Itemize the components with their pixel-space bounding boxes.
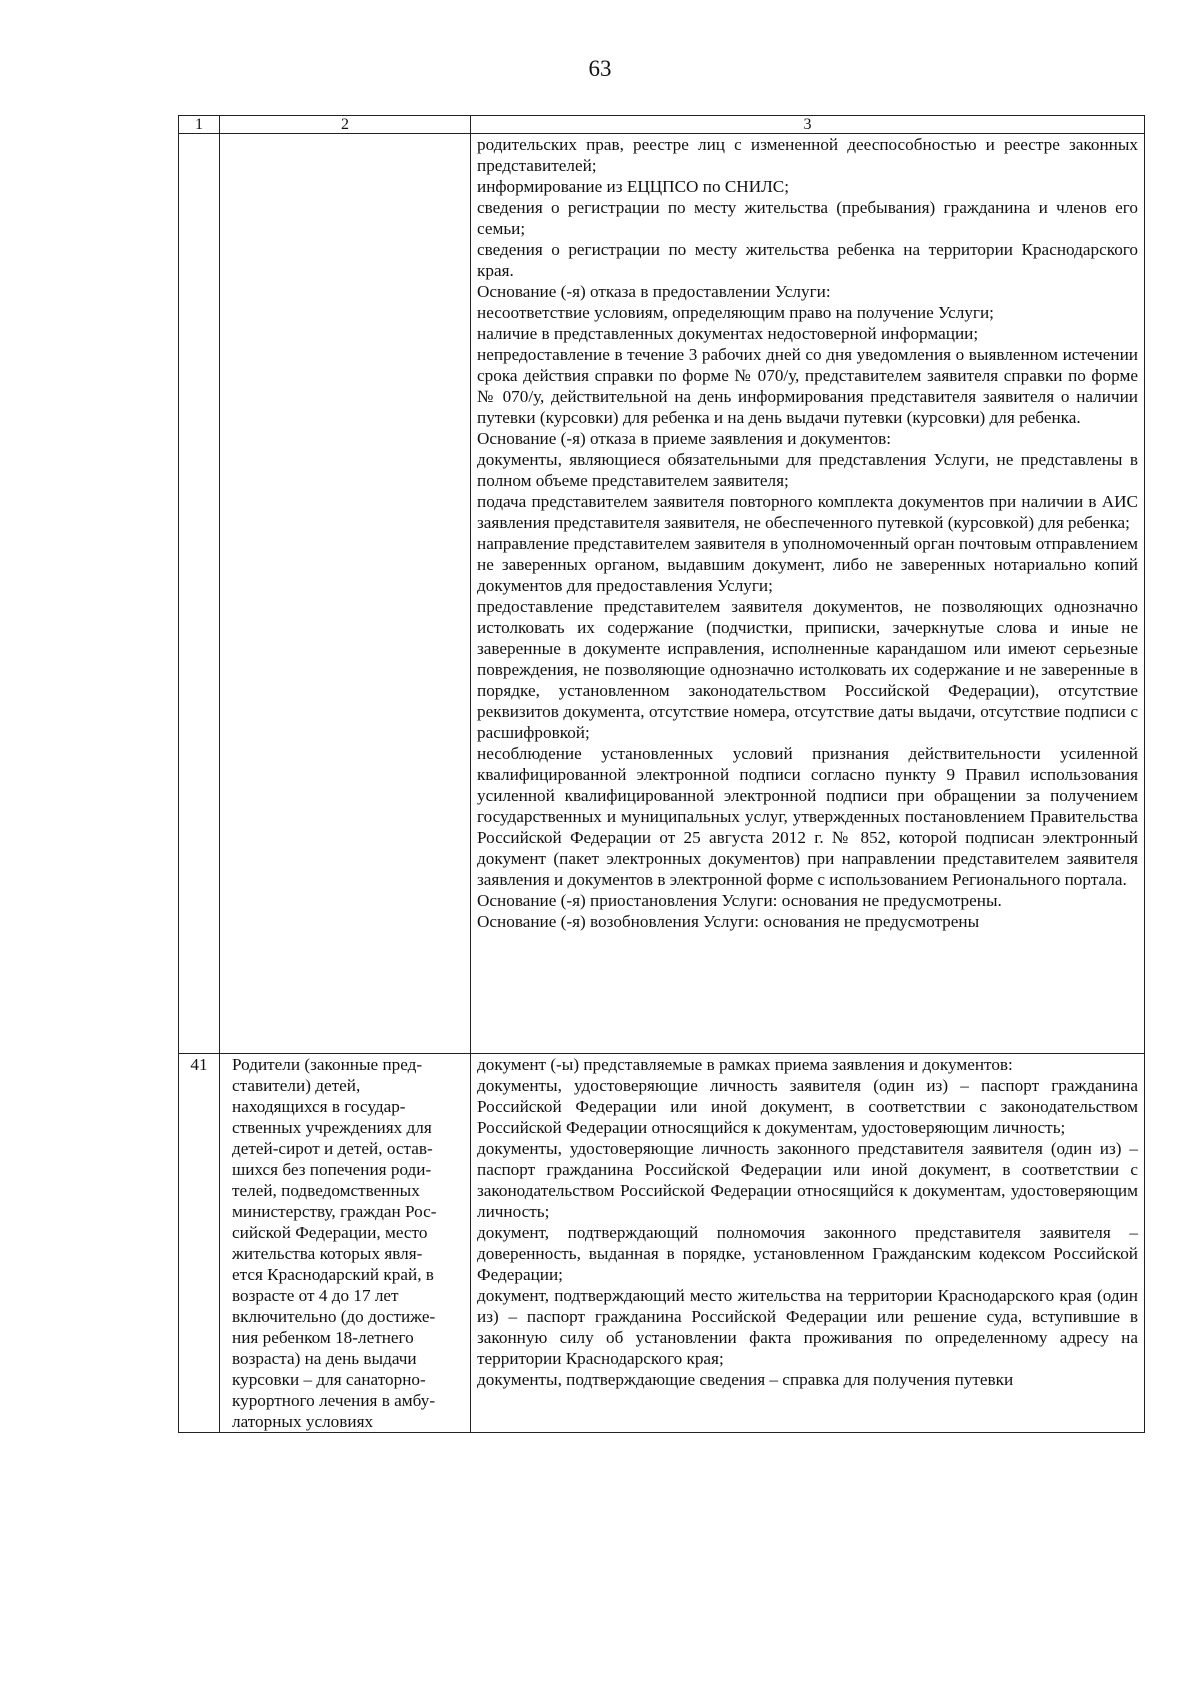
recipient-line: Родители (законные пред-: [232, 1055, 423, 1074]
recipient-line: жительства которых явля-: [232, 1244, 423, 1263]
paragraph: сведения о регистрации по месту жительства ребенка на территории Краснодарского края.: [477, 240, 1138, 280]
table-row: [179, 1054, 1145, 1433]
recipient-line: курортного лечения в амбу-: [232, 1391, 436, 1410]
table-header-row: [179, 116, 1145, 134]
recipient-line: возраста) на день выдачи: [232, 1349, 417, 1368]
row-number-cell: 41: [179, 1054, 220, 1433]
services-table: [178, 115, 1145, 1433]
paragraph: информирование из ЕЦЦПСО по СНИЛС;: [477, 177, 790, 196]
paragraph: документы, удостоверяющие личность заявителя (один из) – паспорт гражданина Российской Федерации или иной документ, в соответствии с законодательством Российской Федерации относящийся к документам, удостоверяющим личность;: [477, 1076, 1138, 1137]
recipients-cell: [220, 1054, 471, 1433]
recipient-line: сийской Федерации, место: [232, 1223, 428, 1242]
paragraph: Основание (-я) отказа в приеме заявления и документов:: [477, 429, 891, 448]
paragraph: направление представителем заявителя в уполномоченный орган почтовым отправлением не заверенных органом, выдавшим документ, либо не заверенных нотариально копий документов для предоставления Услуги;: [477, 534, 1138, 595]
recipient-line: ставители) детей,: [232, 1076, 361, 1095]
paragraph: предоставление представителем заявителя документов, не позволяющих однозначно истолковать их содержание (подчистки, приписки, зачеркнутые слова и иные не заверенные в документе исправления, исполненные карандашом или имеют серьезные повреждения, не позволяющие однозначно истолковать их содержание и не заверенные в порядке, установленном законодательством Российской Федерации), отсутствие реквизитов документа, отсутствие номера, отсутствие даты выдачи, отсутствие подписи с расшифровкой;: [477, 597, 1138, 742]
recipient-line: курсовки – для санаторно-: [232, 1370, 426, 1389]
paragraph: Основание (-я) приостановления Услуги: основания не предусмотрены.: [477, 891, 1002, 910]
paragraph: Основание (-я) возобновления Услуги: основания не предусмотрены: [477, 912, 980, 931]
paragraph: сведения о регистрации по месту жительства (пребывания) гражданина и членов его семьи;: [477, 198, 1138, 238]
recipient-line: находящихся в государ-: [232, 1097, 406, 1116]
column-header: 1: [179, 116, 220, 134]
paragraph: документы, подтверждающие сведения – справка для получения путевки: [477, 1370, 1014, 1389]
recipient-line: шихся без попечения роди-: [232, 1160, 432, 1179]
paragraph: документ, подтверждающий место жительства на территории Краснодарского края (один из) – паспорт гражданина Российской Федерации или решение суда, вступившие в законную силу об установлении факта проживания по определенному адресу на территории Краснодарского края;: [477, 1286, 1138, 1368]
row-number-cell: [179, 134, 220, 1054]
details-cell: [471, 1054, 1145, 1433]
paragraph: наличие в представленных документах недостоверной информации;: [477, 324, 979, 343]
table-row: [179, 134, 1145, 1054]
recipient-line: ется Краснодарский край, в: [232, 1265, 434, 1284]
column-header: 3: [471, 116, 1145, 134]
recipient-line: министерству, граждан Рос-: [232, 1202, 437, 1221]
paragraph: Основание (-я) отказа в предоставлении Услуги:: [477, 282, 831, 301]
recipient-line: латорных условиях: [232, 1412, 374, 1431]
recipient-line: детей-сирот и детей, остав-: [232, 1139, 433, 1158]
paragraph: документ (-ы) представляемые в рамках приема заявления и документов:: [477, 1055, 1013, 1074]
paragraph: документы, удостоверяющие личность законного представителя заявителя (один из) – паспорт гражданина Российской Федерации или иной документ, в соответствии с законодательством Российской Федерации относящийся к документам, удостоверяющим личность;: [477, 1139, 1138, 1221]
recipient-line: возрасте от 4 до 17 лет: [232, 1286, 399, 1305]
details-cell: [471, 134, 1145, 1054]
paragraph: документ, подтверждающий полномочия законного представителя заявителя – доверенность, выданная в порядке, установленном Гражданским кодексом Российской Федерации;: [477, 1223, 1138, 1284]
paragraph: несоблюдение установленных условий признания действительности усиленной квалифицированной электронной подписи согласно пункту 9 Правил использования усиленной квалифицированной электронной подписи при обращении за получением государственных и муниципальных услуг, утвержденных постановлением Правительства Российской Федерации от 25 августа 2012 г. № 852, которой подписан электронный документ (пакет электронных документов) при направлении представителем заявителя заявления и документов в электронной форме с использованием Регионального портала.: [477, 744, 1138, 889]
recipients-cell: [220, 134, 471, 1054]
recipient-line: ственных учреждениях для: [232, 1118, 432, 1137]
recipient-line: ния ребенком 18-летнего: [232, 1328, 414, 1347]
paragraph: документы, являющиеся обязательными для представления Услуги, не представлены в полном объеме представителем заявителя;: [477, 450, 1138, 490]
paragraph: несоответствие условиям, определяющим право на получение Услуги;: [477, 303, 994, 322]
recipient-line: включительно (до достиже-: [232, 1307, 436, 1326]
recipient-line: телей, подведомственных: [232, 1181, 420, 1200]
column-header: 2: [220, 116, 471, 134]
paragraph: непредоставление в течение 3 рабочих дней со дня уведомления о выявленном истечении срока действия справки по форме № 070/у, представителем заявителя справки по форме № 070/у, действительной на день информирования представителя заявителя о наличии путевки (курсовки) для ребенка и на день выдачи путевки (курсовки) для ребенка.: [477, 345, 1138, 427]
paragraph: родительских прав, реестре лиц с измененной дееспособностью и реестре законных представителей;: [477, 135, 1138, 175]
page-number: 63: [588, 56, 612, 81]
paragraph: подача представителем заявителя повторного комплекта документов при наличии в АИС заявления представителя заявителя, не обеспеченного путевкой (курсовкой) для ребенка;: [477, 492, 1138, 532]
